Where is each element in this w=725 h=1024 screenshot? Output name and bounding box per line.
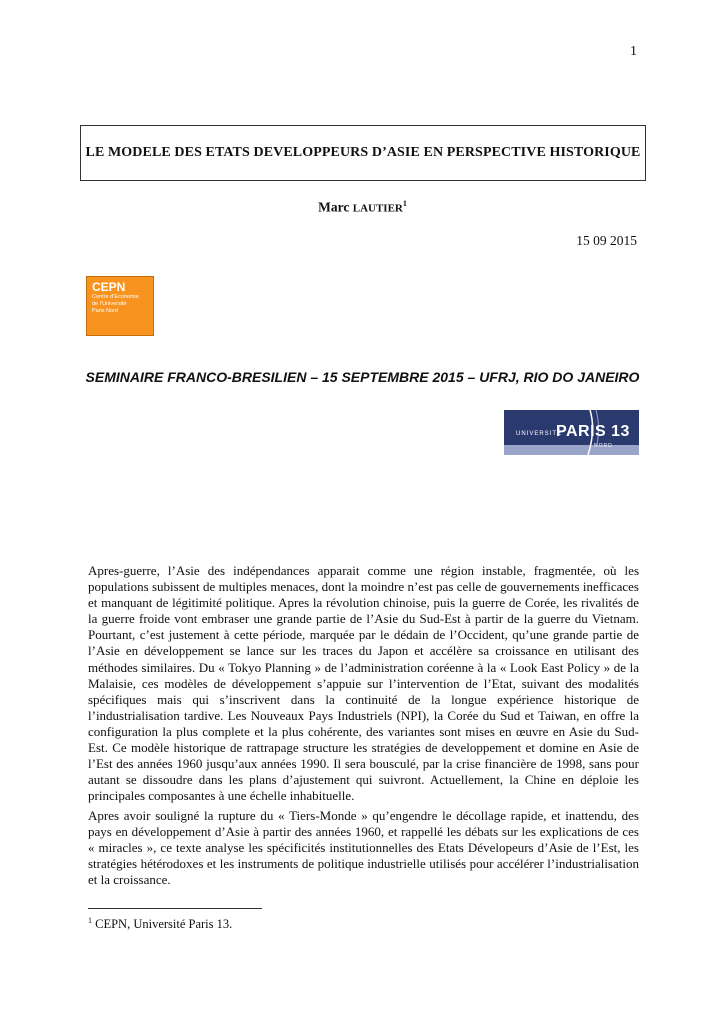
cepn-logo-name: CEPN [92,280,126,294]
paris13-logo [504,410,639,455]
footnote-text: CEPN, Université Paris 13. [95,917,233,932]
logo-paris-text: PARIS 13 [556,423,630,440]
logo-univ-text: UNIVERSITÉ [516,431,563,437]
title-box [80,125,646,181]
document-date: 15 09 2015 [576,233,637,248]
author-first-name: Marc [318,199,350,215]
footnote-divider [88,908,262,909]
cepn-logo [86,276,154,336]
body-paragraph: Apres-guerre, l’Asie des indépendances apparait comme une région instable, fragmentée, où les populations subissent de multiples menaces, dont la moindre n’est pas celle de gouvernements inefficaces et manquant de légitimité politique. Apres la révolution chinoise, puis la guerre de Corée, les rivalités de la guerre froide vont embraser une grande partie de l’Asie du Sud-Est à partir de la guerre du Vietnam. Pourtant, c’est justement à cette période, marquée par le dédain de l’Occident, qu’une grande partie de l’Asie en développement se lance sur les traces du Japon et accélère sa croissance en utilisant des méthodes similaires. Du « Tokyo Planning » de l’administration coréenne à la « Look East Policy » de la Malaisie, ces modèles de développement s’appuie sur l’intervention de l’Etat, suivant des modalités spécifiques mais qui s’inscrivent dans la continuité de la longue expérience historique de l’industrialisation tardive. Les Nouveaux Pays Industriels (NPI), la Corée du Sud et Taiwan, en offre la configuration la plus complete et la plus cohérente, des variantes sont mises en œuvre en Asie du Sud-Est. Ce modèle historique de rattrapage structure les stratégies de developpement et domine en Asie de l’Est des années 1960 jusqu’aux années 1990. Il sera bousculé, par la crise financière de 1998, sans pour autant se dissoudre dans les plans d’ajustement qui suivront. Actuellement, la Chine en déploie les principales composantes à une échelle inhabituelle. [88,563,639,804]
footnote [88,916,232,932]
cepn-logo-line: de l’Université [92,301,127,307]
body-paragraph: Apres avoir souligné la rupture du « Tiers-Monde » qu’engendre le décollage rapide, et inattendu, des pays en développement d’Asie à partir des années 1960, et rappellé les débats sur les explications de ces « miracles », ce texte analyse les spécificités institutionnelles des Etats Dévelopeurs d’Asie de l’Est, les stratégies hétérodoxes et les instruments de politique industrielle utilisés pour accélérer l’industrialisation et la croissance. [88,808,639,888]
author-last-name: LAUTIER [352,202,403,215]
seminar-heading: SEMINAIRE FRANCO-BRESILIEN – 15 SEPTEMBRE 2015 – UFRJ, RIO DO JANEIRO [85,369,640,385]
page-number: 1 [630,44,637,59]
author-line [0,199,725,216]
logo-nord-text: NORD [594,443,613,449]
author-footnote-ref: 1 [402,199,407,208]
cepn-logo-line: Centre d’Economie [92,294,139,300]
footnote-ref: 1 [88,916,92,925]
cepn-logo-line: Paris Nord [92,308,118,314]
document-title: LE MODELE DES ETATS DEVELOPPEURS D’ASIE EN PERSPECTIVE HISTORIQUE [85,145,641,160]
